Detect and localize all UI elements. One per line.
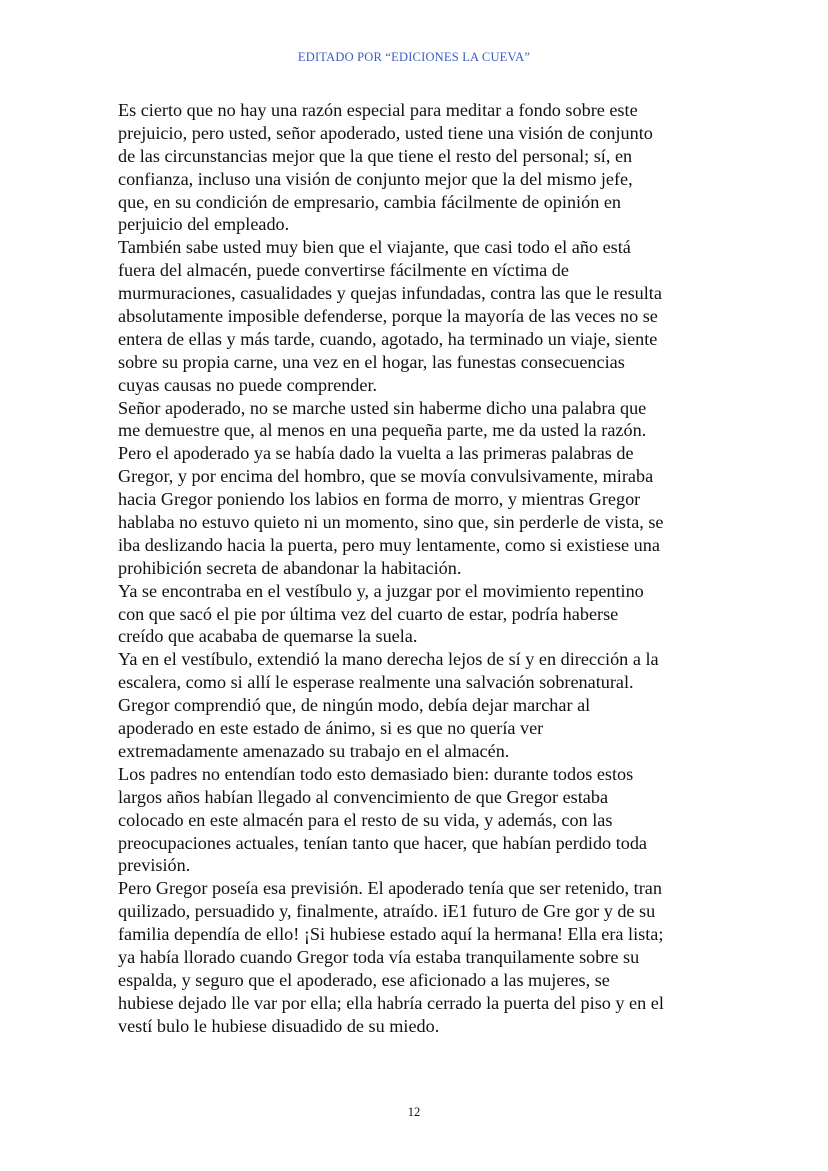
text-line: Gregor comprendió que, de ningún modo, debía dejar marchar al (118, 695, 591, 716)
text-line: Los padres no entendían todo esto demasiado bien: durante todos estos (118, 763, 634, 784)
text-line: previsión. (118, 855, 191, 876)
text-line: absolutamente imposible defenderse, porque la mayoría de las veces no se (118, 306, 658, 327)
text-line: Ya se encontraba en el vestíbulo y, a juzgar por el movimiento repentino (118, 580, 644, 601)
text-line: hablaba no estuvo quieto ni un momento, sino que, sin perderle de vista, se (118, 512, 664, 533)
text-line: extremadamente amenazado su trabajo en el almacén. (118, 740, 510, 761)
text-line: familia dependía de ello! ¡Si hubiese estado aquí la hermana! Ella era lista; (118, 924, 664, 945)
text-line: largos años habían llegado al convencimiento de que Gregor estaba (118, 786, 609, 807)
text-line: colocado en este almacén para el resto de su vida, y además, con las (118, 809, 613, 830)
text-line: Señor apoderado, no se marche usted sin haberme dicho una palabra que (118, 397, 647, 418)
text-line: Pero el apoderado ya se había dado la vuelta a las primeras palabras de (118, 443, 634, 464)
text-line: hubiese dejado lle var por ella; ella habría cerrado la puerta del piso y en el (118, 992, 664, 1013)
text-line: ya había llorado cuando Gregor toda vía estaba tranquilamente sobre su (118, 946, 640, 967)
body-text (118, 99, 718, 1038)
text-line: fuera del almacén, puede convertirse fácilmente en víctima de (118, 260, 569, 281)
text-line: Ya en el vestíbulo, extendió la mano derecha lejos de sí y en dirección a la (118, 649, 659, 670)
text-line: Es cierto que no hay una razón especial para meditar a fondo sobre este (118, 100, 638, 120)
text-line: entera de ellas y más tarde, cuando, agotado, ha terminado un viaje, siente (118, 328, 658, 349)
text-line: vestí bulo le hubiese disuadido de su miedo. (118, 1015, 440, 1036)
text-line: de las circunstancias mejor que la que tiene el resto del personal; sí, en (118, 145, 633, 166)
page-number: 12 (407, 1105, 421, 1119)
text-line: creído que acababa de quemarse la suela. (118, 626, 418, 647)
text-line: Gregor, y por encima del hombro, que se movía convulsivamente, miraba (118, 466, 654, 487)
text-line: con que sacó el pie por última vez del cuarto de estar, podría haberse (118, 603, 619, 624)
text-line: prejuicio, pero usted, señor apoderado, usted tiene una visión de conjunto (118, 122, 653, 143)
running-header: EDITADO POR “EDICIONES LA CUEVA” (297, 50, 531, 64)
text-line: me demuestre que, al menos en una pequeña parte, me da usted la razón. (118, 420, 647, 441)
text-line: sobre su propia carne, una vez en el hogar, las funestas consecuencias (118, 351, 625, 372)
text-line: apoderado en este estado de ánimo, si es que no quería ver (118, 718, 544, 739)
text-line: que, en su condición de empresario, cambia fácilmente de opinión en (118, 191, 622, 212)
text-line: También sabe usted muy bien que el viajante, que casi todo el año está (118, 237, 631, 258)
text-line: espalda, y seguro que el apoderado, ese aficionado a las mujeres, se (118, 969, 610, 990)
text-line: preocupaciones actuales, tenían tanto que hacer, que habían perdido toda (118, 832, 648, 853)
text-line: confianza, incluso una visión de conjunto mejor que la del mismo jefe, (118, 168, 633, 189)
text-line: cuyas causas no puede comprender. (118, 374, 378, 395)
text-line: Pero Gregor poseía esa previsión. El apoderado tenía que ser retenido, tran (118, 878, 662, 899)
text-line: escalera, como si allí le esperase realmente una salvación sobrenatural. (118, 672, 634, 693)
text-line: quilizado, persuadido y, finalmente, atraído. iE1 futuro de Gre gor y de su (118, 901, 656, 922)
text-line: iba deslizando hacia la puerta, pero muy lentamente, como si existiese una (118, 534, 660, 555)
text-line: murmuraciones, casualidades y quejas infundadas, contra las que le resulta (118, 283, 662, 304)
text-line: prohibición secreta de abandonar la habitación. (118, 557, 462, 578)
text-line: perjuicio del empleado. (118, 214, 290, 235)
text-line: hacia Gregor poniendo los labios en forma de morro, y mientras Gregor (118, 489, 641, 510)
